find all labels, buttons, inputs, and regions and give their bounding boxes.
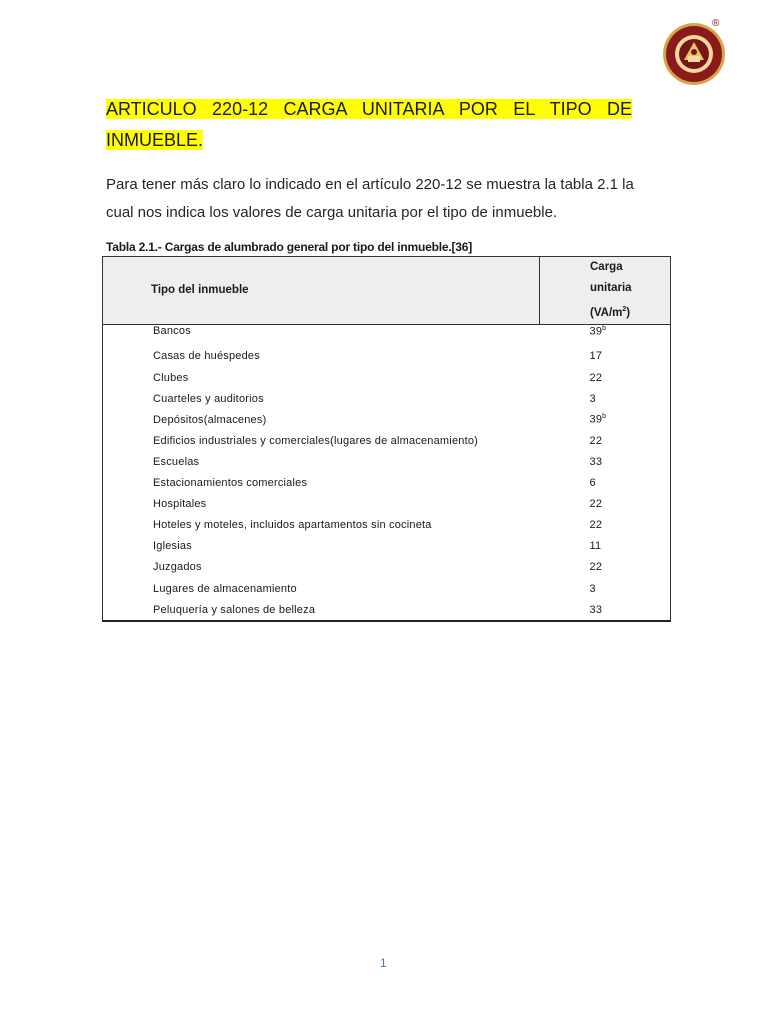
table-body [103, 324, 671, 621]
header-carga-unit: (VA/m [590, 306, 623, 319]
table-caption: Tabla 2.1.- Cargas de alumbrado general por tipo del inmueble.[36] [106, 240, 472, 254]
cell-carga-footnote: b [602, 413, 607, 421]
header-carga-line1: Carga [590, 261, 623, 273]
cell-tipo: Escuelas [153, 455, 200, 468]
cell-carga [540, 515, 671, 536]
article-heading-text: ARTICULO 220-12 CARGA UNITARIA POR EL TIPO DE INMUEBLE. [106, 99, 632, 150]
header-carga-close: ) [626, 306, 631, 319]
cell-tipo: Bancos [153, 324, 191, 337]
table-row [103, 599, 671, 621]
cell-carga-value: 33 [589, 603, 603, 616]
cell-carga [540, 557, 671, 578]
table-header-row [103, 257, 671, 325]
cell-carga-value: 22 [589, 561, 603, 574]
cell-carga-value: 22 [589, 371, 603, 384]
cell-carga-value: 11 [589, 540, 602, 553]
article-heading [106, 94, 632, 156]
table-row [103, 430, 671, 451]
load-table [102, 256, 671, 622]
page-number: 1 [380, 956, 387, 970]
cell-carga [540, 409, 671, 430]
table-row [103, 409, 671, 430]
cell-carga [540, 346, 671, 367]
cell-tipo: Edificios industriales y comerciales(lugares de almacenamiento) [153, 434, 479, 447]
cell-carga [540, 388, 671, 409]
header-carga [540, 257, 671, 325]
table-row [103, 388, 671, 409]
cell-carga [540, 536, 671, 557]
cell-tipo: Casas de huéspedes [153, 350, 260, 363]
cell-carga-value: 22 [589, 498, 603, 511]
cell-carga-value: 39 [589, 414, 603, 427]
cell-carga [540, 472, 671, 493]
cell-carga-value: 6 [589, 477, 596, 490]
cell-tipo: Estacionamientos comerciales [153, 477, 308, 490]
cell-tipo: Peluquería y salones de belleza [153, 603, 316, 616]
cell-tipo: Clubes [153, 371, 189, 384]
cell-carga [540, 494, 671, 515]
cell-tipo: Depósitos(almacenes) [153, 413, 267, 426]
cell-carga [540, 599, 671, 621]
cell-carga [540, 430, 671, 451]
cell-carga-value: 33 [589, 455, 603, 468]
cell-tipo: Iglesias [153, 540, 192, 553]
cell-carga-footnote: b [602, 324, 607, 332]
table-row [103, 324, 671, 346]
intro-paragraph: Para tener más claro lo indicado en el artículo 220-12 se muestra la tabla 2.1 la cual nos indica los valores de carga unitaria por el tipo de inmueble. [106, 176, 634, 221]
table-row [103, 367, 671, 388]
cell-carga [540, 578, 671, 599]
table-row [103, 346, 671, 367]
header-carga-sup: 2 [622, 306, 627, 313]
cell-tipo: Hospitales [153, 498, 207, 511]
cell-carga-value: 3 [589, 392, 596, 405]
cell-tipo: Lugares de almacenamiento [153, 582, 297, 595]
cell-tipo: Cuarteles y auditorios [153, 392, 264, 405]
cell-carga-value: 3 [589, 582, 596, 595]
cell-tipo: Juzgados [153, 561, 202, 574]
registered-mark: ® [712, 18, 720, 29]
cell-carga [540, 451, 671, 472]
cell-carga-value: 22 [589, 434, 603, 447]
seal-icon [662, 22, 726, 86]
cell-carga [540, 324, 671, 346]
table-row [103, 536, 671, 557]
cell-carga-value: 22 [589, 519, 603, 532]
header-carga-line2: unitaria [590, 282, 632, 294]
table-row [103, 557, 671, 578]
table-row [103, 494, 671, 515]
institution-logo [662, 22, 726, 86]
header-tipo: Tipo del inmueble [103, 257, 540, 325]
table-row [103, 578, 671, 599]
table-row [103, 515, 671, 536]
table-row [103, 472, 671, 493]
cell-carga-value: 17 [589, 350, 603, 363]
cell-tipo: Hoteles y moteles, incluidos apartamentos sin cocineta [153, 519, 432, 532]
cell-carga-value: 39 [589, 325, 603, 338]
table-row [103, 451, 671, 472]
cell-carga [540, 367, 671, 388]
